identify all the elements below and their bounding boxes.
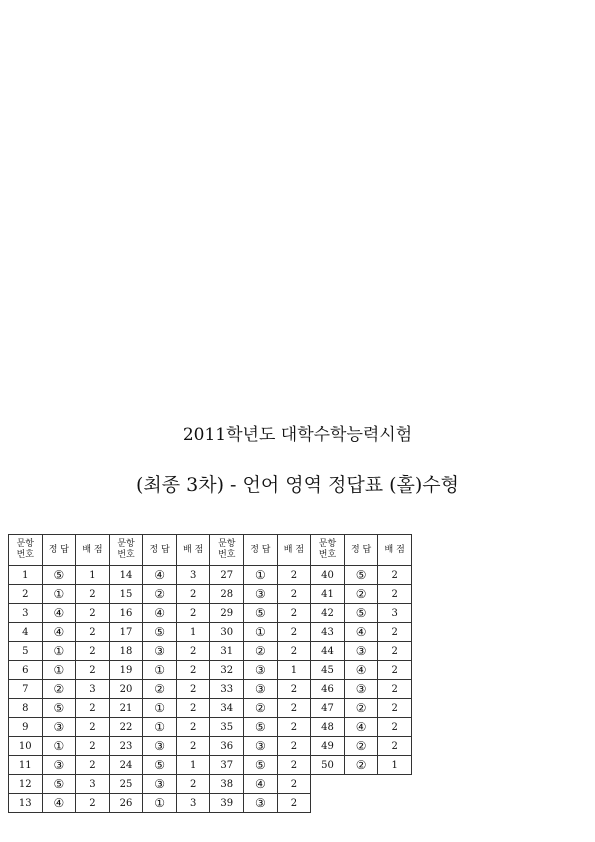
question-number-cell: 50: [311, 756, 345, 775]
answer-cell: ④: [344, 718, 378, 737]
question-number-cell: 11: [9, 756, 43, 775]
answer-cell: ③: [344, 642, 378, 661]
question-number-cell: 28: [210, 585, 244, 604]
score-cell: 2: [378, 623, 412, 642]
score-cell: 2: [378, 718, 412, 737]
score-cell: 2: [378, 661, 412, 680]
question-number-cell: 8: [9, 699, 43, 718]
table-row: [9, 661, 412, 680]
question-number-cell: 16: [109, 604, 143, 623]
question-number-cell: 34: [210, 699, 244, 718]
question-number-cell: 23: [109, 737, 143, 756]
answer-cell: ②: [143, 585, 177, 604]
answer-cell: ④: [244, 775, 278, 794]
answer-cell: ①: [244, 623, 278, 642]
empty-cell: [344, 775, 378, 794]
score-cell: 2: [277, 775, 311, 794]
question-number-cell: 49: [311, 737, 345, 756]
score-cell: 2: [76, 661, 110, 680]
answer-cell: ②: [244, 642, 278, 661]
score-cell: 2: [176, 718, 210, 737]
question-number-cell: 6: [9, 661, 43, 680]
col-header-score: 배 점: [277, 535, 311, 566]
score-cell: 2: [277, 718, 311, 737]
question-number-cell: 7: [9, 680, 43, 699]
answer-cell: ③: [143, 737, 177, 756]
question-number-cell: 13: [9, 794, 43, 813]
answer-cell: ⑤: [143, 623, 177, 642]
answer-cell: ①: [143, 718, 177, 737]
answer-cell: ③: [244, 661, 278, 680]
score-cell: 1: [378, 756, 412, 775]
table-row: [9, 642, 412, 661]
answer-cell: ①: [42, 642, 76, 661]
answer-cell: ③: [244, 737, 278, 756]
col-header-score: 배 점: [76, 535, 110, 566]
score-cell: 3: [378, 604, 412, 623]
question-number-cell: 42: [311, 604, 345, 623]
score-cell: 2: [76, 737, 110, 756]
answer-cell: ⑤: [42, 775, 76, 794]
question-number-cell: 37: [210, 756, 244, 775]
answer-cell: ③: [344, 680, 378, 699]
question-number-cell: 43: [311, 623, 345, 642]
answer-cell: ③: [42, 756, 76, 775]
score-cell: 2: [76, 642, 110, 661]
answer-cell: ③: [244, 585, 278, 604]
answer-cell: ②: [244, 699, 278, 718]
col-header-score: 배 점: [378, 535, 412, 566]
document-subtitle: (최종 3차) - 언어 영역 정답표 (홀)수형: [136, 474, 459, 496]
score-cell: 2: [378, 737, 412, 756]
answer-cell: ⑤: [344, 566, 378, 585]
score-cell: 2: [277, 756, 311, 775]
question-number-cell: 39: [210, 794, 244, 813]
question-number-cell: 12: [9, 775, 43, 794]
question-number-cell: 15: [109, 585, 143, 604]
answer-cell: ④: [42, 604, 76, 623]
table-row: [9, 604, 412, 623]
question-number-cell: 5: [9, 642, 43, 661]
col-header-answer: 정 답: [42, 535, 76, 566]
score-cell: 2: [76, 699, 110, 718]
score-cell: 2: [378, 585, 412, 604]
question-number-cell: 41: [311, 585, 345, 604]
answer-cell: ⑤: [143, 756, 177, 775]
score-cell: 2: [176, 604, 210, 623]
score-cell: 2: [76, 756, 110, 775]
table-row: [9, 756, 412, 775]
score-cell: 3: [76, 775, 110, 794]
score-cell: 2: [176, 775, 210, 794]
empty-cell: [378, 794, 412, 813]
question-number-cell: 30: [210, 623, 244, 642]
answer-cell: ④: [344, 623, 378, 642]
question-number-cell: 17: [109, 623, 143, 642]
table-row: [9, 566, 412, 585]
question-number-cell: 40: [311, 566, 345, 585]
question-number-cell: 1: [9, 566, 43, 585]
answer-cell: ①: [42, 737, 76, 756]
score-cell: 2: [277, 604, 311, 623]
answer-cell: ①: [42, 585, 76, 604]
empty-cell: [311, 794, 345, 813]
answer-cell: ④: [143, 566, 177, 585]
question-number-cell: 46: [311, 680, 345, 699]
score-cell: 2: [277, 699, 311, 718]
answer-table: [8, 534, 412, 813]
score-cell: 2: [176, 737, 210, 756]
answer-cell: ②: [143, 680, 177, 699]
score-cell: 2: [277, 737, 311, 756]
answer-cell: ①: [143, 699, 177, 718]
answer-cell: ②: [344, 756, 378, 775]
answer-cell: ④: [42, 623, 76, 642]
answer-cell: ⑤: [42, 699, 76, 718]
score-cell: 2: [277, 680, 311, 699]
question-number-cell: 25: [109, 775, 143, 794]
score-cell: 2: [277, 642, 311, 661]
question-number-cell: 21: [109, 699, 143, 718]
question-number-cell: 24: [109, 756, 143, 775]
col-header-answer: 정 답: [344, 535, 378, 566]
question-number-cell: 2: [9, 585, 43, 604]
col-header-number: 문항 번호: [311, 535, 345, 566]
score-cell: 1: [76, 566, 110, 585]
score-cell: 2: [176, 699, 210, 718]
question-number-cell: 18: [109, 642, 143, 661]
table-row: [9, 699, 412, 718]
question-number-cell: 10: [9, 737, 43, 756]
score-cell: 2: [76, 623, 110, 642]
answer-cell: ④: [344, 661, 378, 680]
table-row: [9, 585, 412, 604]
answer-cell: ③: [143, 642, 177, 661]
answer-cell: ④: [143, 604, 177, 623]
score-cell: 2: [76, 794, 110, 813]
question-number-cell: 38: [210, 775, 244, 794]
table-row: [9, 737, 412, 756]
score-cell: 2: [277, 566, 311, 585]
answer-cell: ③: [143, 775, 177, 794]
col-header-answer: 정 답: [143, 535, 177, 566]
col-header-score: 배 점: [176, 535, 210, 566]
col-header-number: 문항 번호: [109, 535, 143, 566]
answer-cell: ①: [244, 566, 278, 585]
question-number-cell: 19: [109, 661, 143, 680]
empty-cell: [378, 775, 412, 794]
question-number-cell: 35: [210, 718, 244, 737]
question-number-cell: 33: [210, 680, 244, 699]
score-cell: 3: [76, 680, 110, 699]
answer-cell: ①: [42, 661, 76, 680]
score-cell: 2: [378, 642, 412, 661]
answer-cell: ⑤: [244, 604, 278, 623]
question-number-cell: 31: [210, 642, 244, 661]
answer-cell: ①: [143, 794, 177, 813]
question-number-cell: 32: [210, 661, 244, 680]
score-cell: 2: [277, 794, 311, 813]
question-number-cell: 48: [311, 718, 345, 737]
answer-cell: ①: [143, 661, 177, 680]
answer-cell: ③: [244, 794, 278, 813]
score-cell: 2: [176, 661, 210, 680]
question-number-cell: 36: [210, 737, 244, 756]
score-cell: 2: [378, 699, 412, 718]
table-row: [9, 623, 412, 642]
empty-cell: [311, 775, 345, 794]
question-number-cell: 47: [311, 699, 345, 718]
table-row: [9, 775, 412, 794]
answer-cell: ③: [42, 718, 76, 737]
score-cell: 2: [76, 718, 110, 737]
col-header-number: 문항 번호: [210, 535, 244, 566]
document-title: 2011학년도 대학수학능력시험: [182, 425, 413, 445]
score-cell: 2: [378, 680, 412, 699]
answer-cell: ⑤: [42, 566, 76, 585]
score-cell: 2: [76, 604, 110, 623]
score-cell: 2: [76, 585, 110, 604]
question-number-cell: 9: [9, 718, 43, 737]
question-number-cell: 26: [109, 794, 143, 813]
question-number-cell: 20: [109, 680, 143, 699]
score-cell: 1: [176, 756, 210, 775]
answer-cell: ②: [344, 585, 378, 604]
header-row: [9, 535, 412, 566]
col-header-answer: 정 답: [244, 535, 278, 566]
answer-cell: ⑤: [344, 604, 378, 623]
table-row: [9, 718, 412, 737]
question-number-cell: 27: [210, 566, 244, 585]
answer-cell: ②: [42, 680, 76, 699]
empty-cell: [344, 794, 378, 813]
question-number-cell: 22: [109, 718, 143, 737]
score-cell: 3: [176, 794, 210, 813]
question-number-cell: 4: [9, 623, 43, 642]
question-number-cell: 3: [9, 604, 43, 623]
answer-cell: ②: [344, 699, 378, 718]
score-cell: 2: [378, 566, 412, 585]
table-row: [9, 680, 412, 699]
answer-cell: ⑤: [244, 756, 278, 775]
score-cell: 1: [176, 623, 210, 642]
score-cell: 2: [176, 680, 210, 699]
answer-cell: ③: [244, 680, 278, 699]
score-cell: 2: [277, 585, 311, 604]
answer-cell: ④: [42, 794, 76, 813]
score-cell: 1: [277, 661, 311, 680]
answer-cell: ②: [344, 737, 378, 756]
score-cell: 3: [176, 566, 210, 585]
answer-cell: ⑤: [244, 718, 278, 737]
answer-table-body: [9, 566, 412, 813]
score-cell: 2: [176, 642, 210, 661]
score-cell: 2: [176, 585, 210, 604]
question-number-cell: 14: [109, 566, 143, 585]
question-number-cell: 45: [311, 661, 345, 680]
col-header-number: 문항 번호: [9, 535, 43, 566]
question-number-cell: 44: [311, 642, 345, 661]
table-row: [9, 794, 412, 813]
question-number-cell: 29: [210, 604, 244, 623]
score-cell: 2: [277, 623, 311, 642]
